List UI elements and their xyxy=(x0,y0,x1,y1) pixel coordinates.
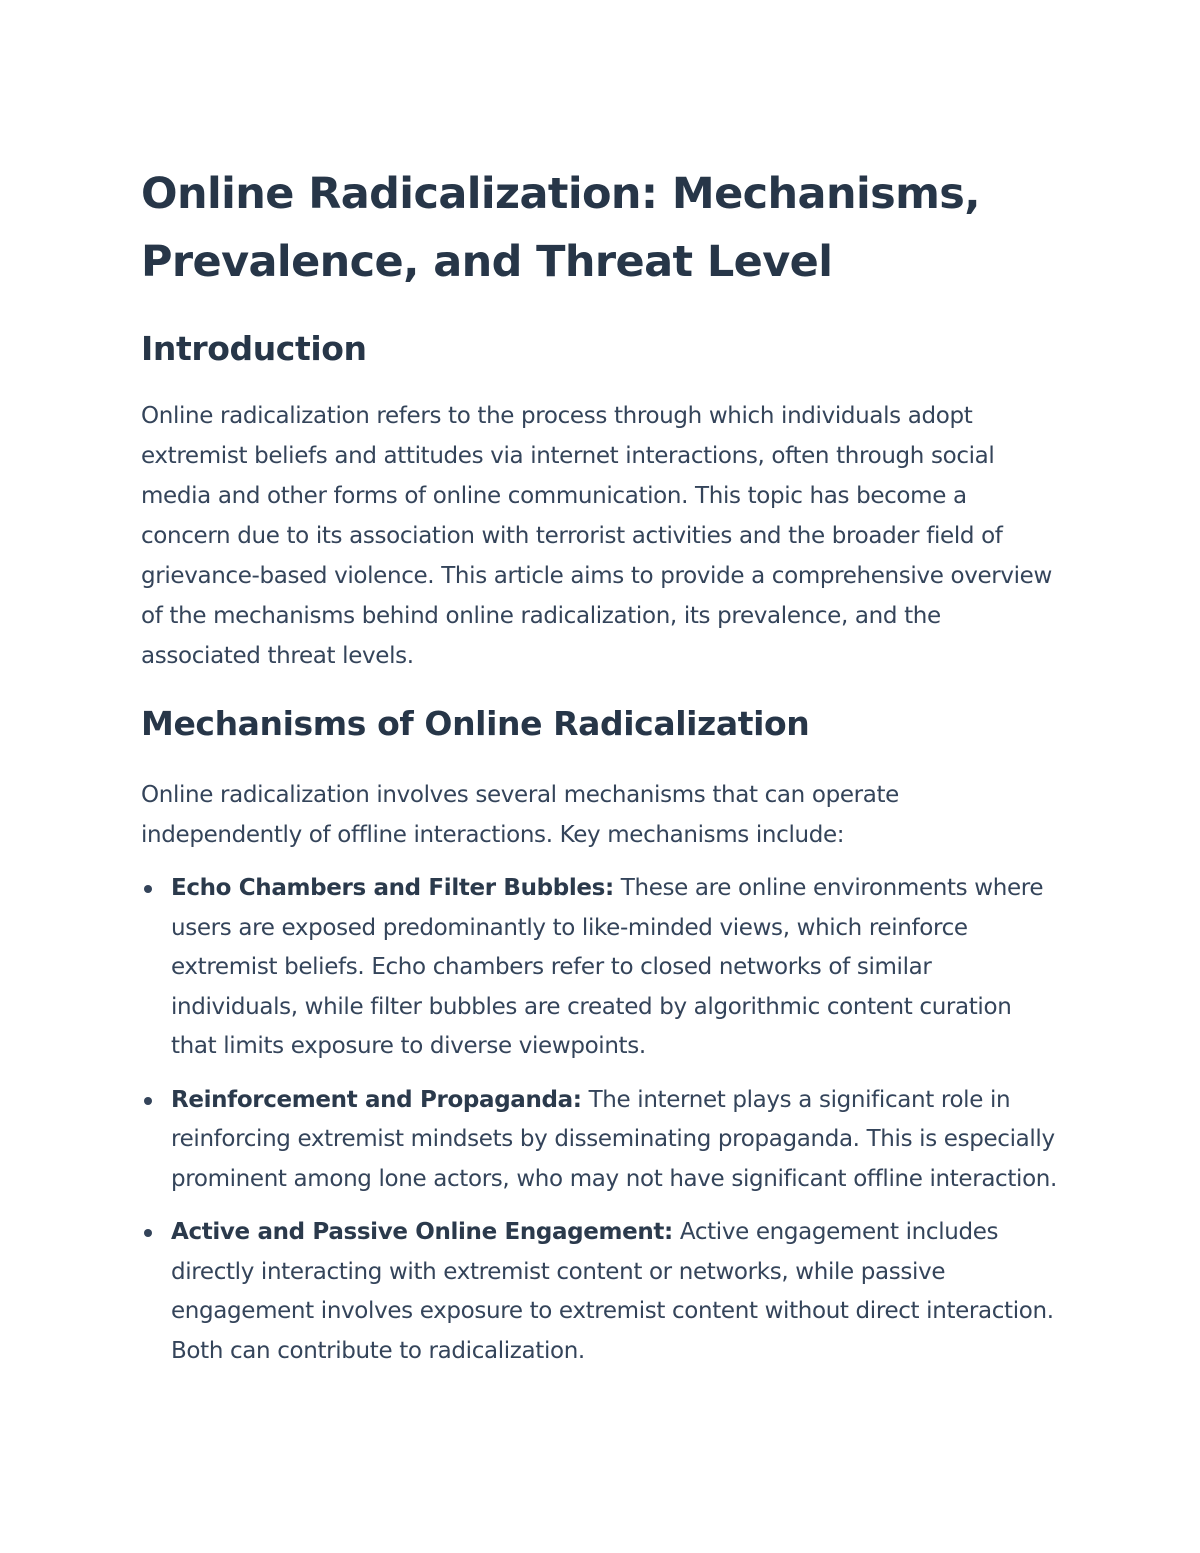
bullet-icon xyxy=(144,1229,152,1237)
list-item xyxy=(141,869,1061,1067)
document-page xyxy=(141,160,1061,1385)
list-item-term: Reinforcement and Propaganda: xyxy=(171,1086,582,1113)
list-item xyxy=(141,1213,1061,1371)
list-item-term: Echo Chambers and Filter Bubbles: xyxy=(171,875,614,901)
bullet-icon xyxy=(144,885,152,893)
list-item xyxy=(141,1081,1061,1200)
section-heading-mechanisms: Mechanisms of Online Radicalization xyxy=(141,704,810,743)
list-item-text: Active engagement includes directly interacting with extremist content or networks, while passive engagement involves exposure to extremist content without direct interaction. Both can contribute to radicalization. xyxy=(171,1219,1054,1364)
mechanisms-list xyxy=(141,869,1061,1371)
document-title: Online Radicalization: Mechanisms, Prevalence, and Threat Level xyxy=(141,169,981,287)
bullet-icon xyxy=(144,1097,152,1105)
list-item-term: Active and Passive Online Engagement: xyxy=(171,1219,673,1245)
list-item-text: These are online environments where users are exposed predominantly to like-minded views, which reinforce extremist beliefs. Echo chambers refer to closed networks of similar individuals, while filter bubbles are created by algorithmic content curation that limits exposure to diverse viewpoints. xyxy=(171,875,1044,1059)
section-heading-introduction: Introduction xyxy=(141,329,367,368)
introduction-paragraph: Online radicalization refers to the process through which individuals adopt extremist beliefs and attitudes via internet interactions, often through social media and other forms of online communication. This topic has become a concern due to its association with terrorist activities and the broader field of grievance-based violence. This article aims to provide a comprehensive overview of the mechanisms behind online radicalization, its prevalence, and the associated threat levels. xyxy=(141,403,1052,669)
mechanisms-paragraph: Online radicalization involves several mechanisms that can operate independently of offline interactions. Key mechanisms include: xyxy=(141,782,899,848)
list-item-text: The internet plays a significant role in reinforcing extremist mindsets by disseminating propaganda. This is especially prominent among lone actors, who may not have significant offline interaction. xyxy=(171,1086,1057,1192)
